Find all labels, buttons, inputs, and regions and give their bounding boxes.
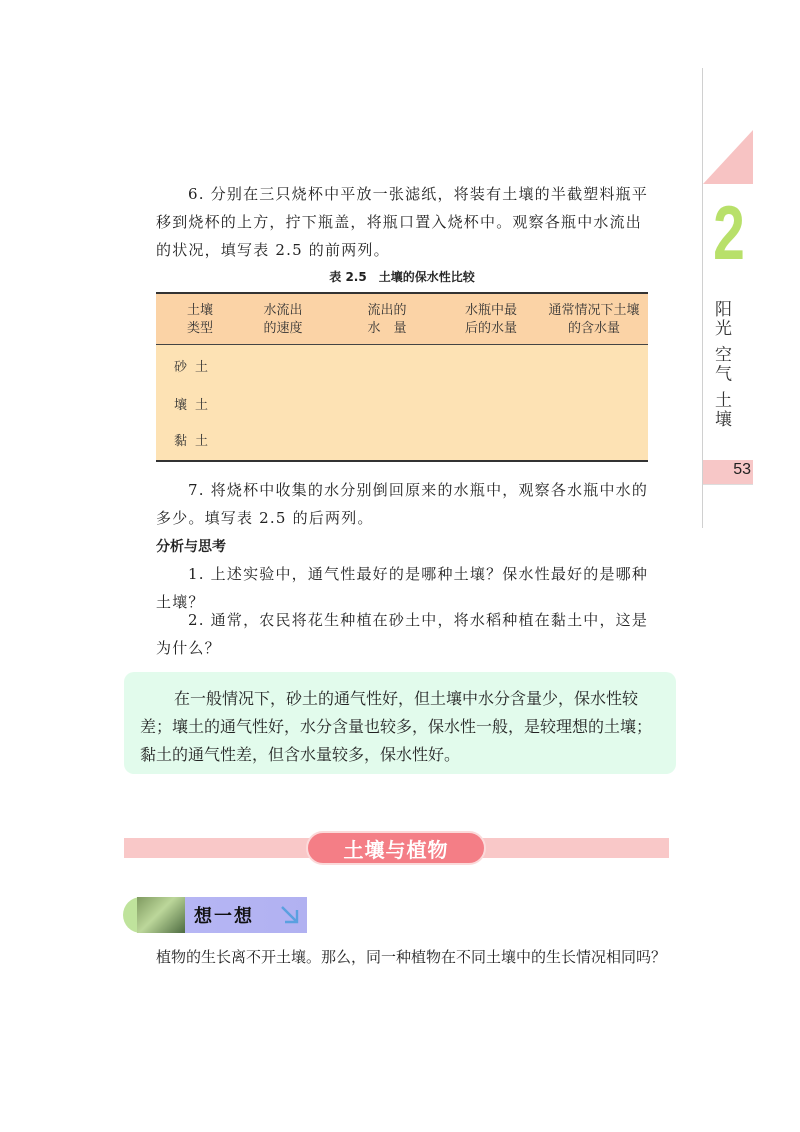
- section-title: 土壤与植物: [343, 838, 449, 862]
- step-7-text: 7. 将烧杯中收集的水分别倒回原来的水瓶中，观察各水瓶中水的多少。填写表 2.5 的后两列。: [156, 481, 649, 527]
- tab-bottom-decoration: [703, 484, 753, 529]
- page-number: 53: [733, 461, 751, 478]
- chapter-title: 阳光 空气 土壤: [711, 300, 731, 429]
- student-photo-icon: [137, 897, 185, 933]
- table-header-cell: 水瓶中最 后的水量: [464, 303, 517, 336]
- soil-water-table: [156, 292, 648, 462]
- table-header-cell: 通常情况下土壤 的含水量: [548, 303, 640, 336]
- think-question: 植物的生长离不开土壤。那么，同一种植物在不同土壤中的生长情况相同吗？: [156, 948, 667, 966]
- table-header-row: [156, 294, 648, 345]
- think-label: 想一想: [194, 906, 254, 927]
- analysis-question-2: 2. 通常，农民将花生种植在砂土中，将水稻种植在黏土中，这是为什么？: [156, 611, 649, 657]
- arrow-down-right-icon: [278, 904, 302, 926]
- table-row-label: 黏土: [173, 434, 216, 449]
- chapter-number: 2: [713, 191, 745, 276]
- table-caption: 表 2.5 土壤的保水性比较: [329, 270, 475, 284]
- summary-text: 在一般情况下，砂土的通气性好，但土壤中水分含量少，保水性较差；壤土的通气性好，水分含量也较多，保水性一般，是较理想的土壤；黏土的通气性差，但含水量较多，保水性好。: [140, 689, 653, 764]
- analysis-question-1: 1. 上述实验中，通气性最好的是哪种土壤？保水性最好的是哪种土壤？: [156, 565, 649, 611]
- table-header-cell: 流出的 水 量: [367, 303, 407, 336]
- table-row-label: 壤土: [173, 398, 216, 413]
- margin-rule: [702, 68, 703, 528]
- table-header-cell: 土壤 类型: [186, 303, 213, 336]
- table-row-label: 砂土: [173, 360, 216, 375]
- table-header-cell: 水流出 的速度: [263, 303, 303, 336]
- analysis-heading: 分析与思考: [156, 539, 226, 555]
- step-6-text: 6. 分别在三只烧杯中平放一张滤纸，将装有土壤的半截塑料瓶平移到烧杯的上方，拧下瓶盖，将瓶口置入烧杯中。观察各瓶中水流出的状况，填写表 2.5 的前两列。: [156, 185, 649, 259]
- chapter-tab-decoration: [703, 130, 753, 184]
